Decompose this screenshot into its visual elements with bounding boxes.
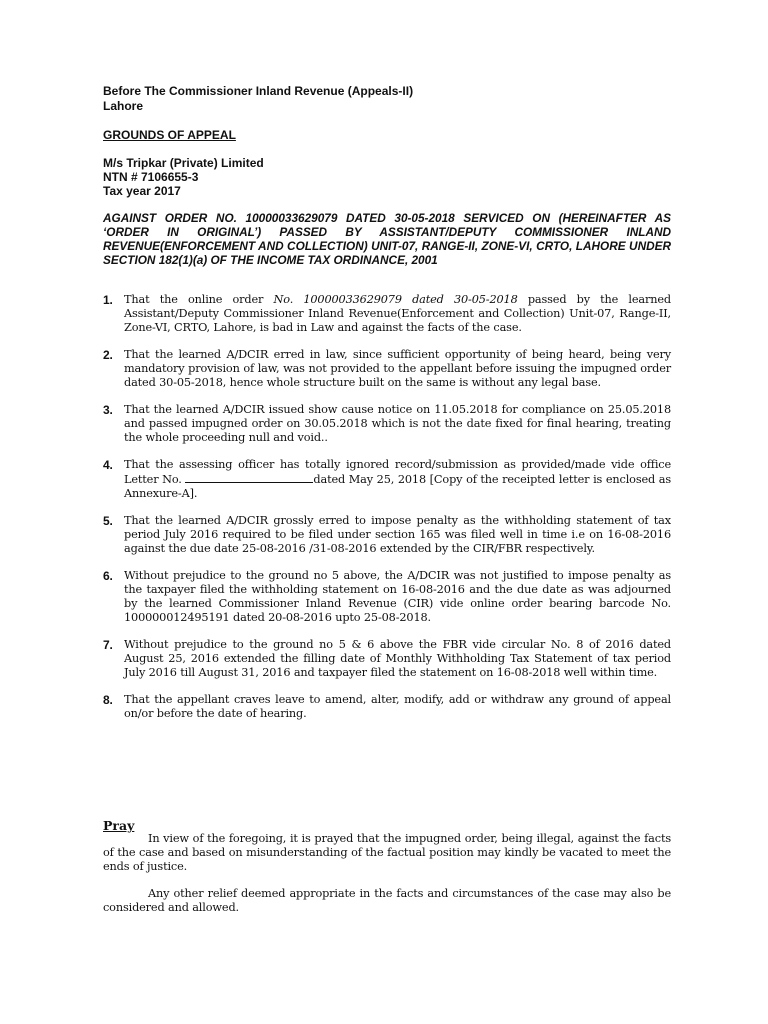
ground-item-1 bbox=[103, 293, 671, 335]
ground-item-7 bbox=[103, 638, 671, 680]
ground-text: dated May 25, 2018 [Copy of the receipted letter is enclosed as Annexure-A]. bbox=[124, 473, 671, 500]
ground-text: That the online order bbox=[124, 293, 274, 306]
header-city: Lahore bbox=[103, 98, 144, 113]
letter-number-blank bbox=[185, 472, 313, 483]
header-block bbox=[103, 84, 413, 113]
ground-text: Without prejudice to the ground no 5 above, the A/DCIR was not justified to impose penalty as the taxpayer filed the withholding statement on 16-08-2016 and the due date as was adjourned by the learned Commissioner Inland Revenue (CIR) vide online order bearing barcode No. 100000012495191 dated 20-08-2016 upto 25-08-2018. bbox=[124, 569, 671, 624]
grounds-title: GROUNDS OF APPEAL bbox=[103, 128, 236, 142]
pray-paragraph: In view of the foregoing, it is prayed that the impugned order, being illegal, against the facts of the case and based on misunderstanding of the factual position may kindly be vacated to meet the ends of justice. bbox=[103, 832, 671, 873]
party-name: M/s Tripkar (Private) Limited bbox=[103, 156, 264, 170]
ground-item-5 bbox=[103, 514, 671, 556]
ground-number: 1. bbox=[103, 293, 113, 307]
ground-text: That the appellant craves leave to amend, alter, modify, add or withdraw any ground of appeal on/or before the date of hearing. bbox=[124, 693, 671, 720]
ground-number: 5. bbox=[103, 514, 113, 528]
ground-text: That the learned A/DCIR grossly erred to impose penalty as the withholding statement of tax period July 2016 required to be filed under section 165 was filed well in time i.e on 16-08-2016 against the due date 25-08-2016 /31-08-2016 extended by the CIR/FBR respectively. bbox=[124, 514, 671, 555]
pray-section bbox=[103, 832, 671, 928]
party-block bbox=[103, 156, 264, 199]
party-tax-year: Tax year 2017 bbox=[103, 184, 181, 199]
against-order-heading: AGAINST ORDER NO. 10000033629079 DATED 30-05-2018 SERVICED ON (HEREINAFTER AS ‘ORDER IN ORIGINAL’) PASSED BY ASSISTANT/DEPUTY COMMISSIONER INLAND REVENUE(ENFORCEMENT AND COLLECTION) UNIT-07, RANGE-II, ZONE-VI, CRTO, LAHORE UNDER SECTION 182(1)(a) OF THE INCOME TAX ORDINANCE, 2001 bbox=[103, 211, 671, 267]
ground-number: 6. bbox=[103, 569, 113, 583]
ground-text: Without prejudice to the ground no 5 & 6 above the FBR vide circular No. 8 of 2016 dated August 25, 2016 extended the filling date of Monthly Withholding Tax Statement of tax period July 2016 till August 31, 2016 and taxpayer filed the statement on 16-08-2018 well within time. bbox=[124, 638, 671, 679]
ground-number: 7. bbox=[103, 638, 113, 652]
ground-text: passed by the learned Assistant/Deputy Commissioner Inland Revenue(Enforcement and Collection) Unit-07, Range-II, Zone-VI, CRTO, Lahore, is bad in Law and against the facts of the case. bbox=[124, 293, 671, 334]
ground-item-6 bbox=[103, 569, 671, 625]
order-reference: No. 10000033629079 dated 30-05-2018 bbox=[273, 293, 518, 306]
ground-item-8 bbox=[103, 693, 671, 721]
ground-text: That the learned A/DCIR erred in law, since sufficient opportunity of being heard, being very mandatory provision of law, was not provided to the appellant before issuing the impugned order dated 30-05-2018, hence whole structure built on the same is without any legal base. bbox=[124, 348, 671, 389]
pray-title: Pray bbox=[103, 818, 135, 833]
ground-number: 4. bbox=[103, 458, 113, 472]
party-ntn: NTN # 7106655-3 bbox=[103, 170, 199, 185]
grounds-list bbox=[103, 293, 671, 734]
ground-item-2 bbox=[103, 348, 671, 390]
ground-text: That the learned A/DCIR issued show cause notice on 11.05.2018 for compliance on 25.05.2018 and passed impugned order on 30.05.2018 which is not the date fixed for final hearing, treating the whole proceeding null and void.. bbox=[124, 403, 671, 444]
header-authority: Before The Commissioner Inland Revenue (Appeals-II) bbox=[103, 84, 414, 98]
ground-item-3 bbox=[103, 403, 671, 445]
ground-number: 3. bbox=[103, 403, 113, 417]
pray-paragraph: Any other relief deemed appropriate in the facts and circumstances of the case may also be considered and allowed. bbox=[103, 887, 671, 914]
ground-item-4 bbox=[103, 458, 671, 501]
ground-number: 8. bbox=[103, 693, 113, 707]
ground-number: 2. bbox=[103, 348, 113, 362]
ground-text: That the assessing officer has totally ignored record/submission as provided/made vide office Letter No. bbox=[124, 458, 671, 486]
